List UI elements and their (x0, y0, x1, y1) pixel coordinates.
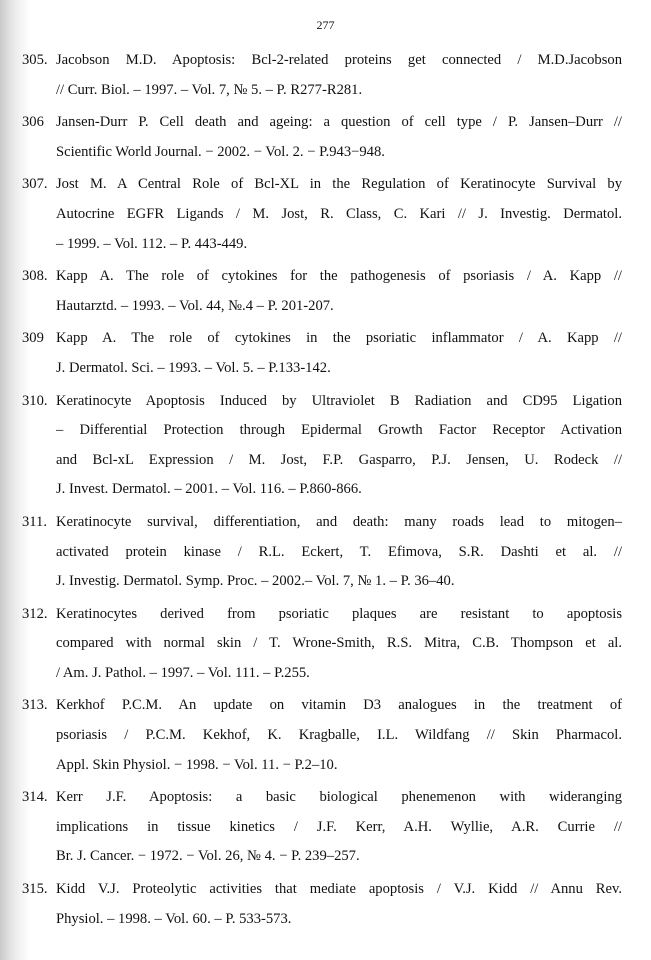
reference-line: Kerkhof P.C.M. An update on vitamin D3 analogues in the treatment of (56, 697, 622, 714)
reference-line: Keratinocyte Apoptosis Induced by Ultraviolet B Radiation and CD95 Ligation (56, 392, 622, 409)
reference-number: 313. (22, 697, 48, 714)
reference-line: Kerr J.F. Apoptosis: a basic biological phenemenon with wideranging (56, 789, 622, 806)
reference-line: Kapp A. The role of cytokines for the pathogenesis of psoriasis / A. Kapp // (56, 268, 622, 285)
reference-line: // Curr. Biol. – 1997. – Vol. 7, № 5. – P. R277-R281. (56, 81, 363, 98)
reference-list (22, 46, 622, 937)
reference-number: 308. (22, 268, 48, 285)
reference-number: 312. (22, 605, 48, 622)
reference-item (22, 108, 622, 167)
reference-item (22, 46, 622, 105)
reference-item (22, 324, 622, 383)
reference-line: Kapp A. The role of cytokines in the psoriatic inflammator / A. Kapp // (56, 330, 622, 347)
reference-line: / Am. J. Pathol. – 1997. – Vol. 111. – P.255. (56, 664, 310, 681)
reference-line: Autocrine EGFR Ligands / M. Jost, R. Class, C. Kari // J. Investig. Dermatol. (56, 205, 622, 222)
reference-number: 305. (22, 52, 48, 68)
reference-item (22, 387, 622, 505)
reference-item (22, 875, 622, 934)
reference-number: 315. (22, 881, 48, 898)
reference-item (22, 508, 622, 597)
reference-line: Keratinocyte survival, differentiation, and death: many roads lead to mitogen– (56, 513, 622, 530)
reference-line: Kidd V.J. Proteolytic activities that mediate apoptosis / V.J. Kidd // Annu Rev. (56, 881, 622, 898)
reference-number: 306 (22, 114, 44, 131)
reference-line: activated protein kinase / R.L. Eckert, T. Efimova, S.R. Dashti et al. // (56, 543, 622, 560)
reference-line: compared with normal skin / T. Wrone-Smith, R.S. Mitra, C.B. Thompson et al. (56, 635, 622, 652)
reference-item (22, 783, 622, 872)
reference-line: J. Invest. Dermatol. – 2001. – Vol. 116. – P.860-866. (56, 481, 362, 498)
reference-line: implications in tissue kinetics / J.F. Kerr, A.H. Wyllie, A.R. Currie // (56, 818, 622, 835)
reference-line: Appl. Skin Physiol. − 1998. − Vol. 11. − P.2–10. (56, 756, 338, 773)
reference-line: Br. J. Cancer. − 1972. − Vol. 26, № 4. − P. 239–257. (56, 848, 360, 865)
reference-line: – Differential Protection through Epidermal Growth Factor Receptor Activation (56, 422, 622, 439)
reference-item (22, 691, 622, 780)
reference-line: Physiol. – 1998. – Vol. 60. – P. 533-573. (56, 910, 292, 927)
reference-item (22, 600, 622, 689)
reference-number: 314. (22, 789, 48, 806)
reference-line: – 1999. – Vol. 112. – P. 443-449. (56, 235, 248, 252)
reference-number: 311. (22, 513, 47, 530)
reference-item (22, 170, 622, 259)
reference-number: 310. (22, 392, 48, 409)
reference-line: Keratinocytes derived from psoriatic plaques are resistant to apoptosis (56, 605, 622, 622)
reference-line: and Bcl-xL Expression / M. Jost, F.P. Gasparro, P.J. Jensen, U. Rodeck // (56, 451, 622, 468)
reference-line: J. Investig. Dermatol. Symp. Proc. – 2002.– Vol. 7, № 1. – P. 36–40. (56, 573, 455, 590)
reference-line: Hautarztd. – 1993. – Vol. 44, №.4 – P. 201-207. (56, 297, 334, 314)
reference-number: 309 (22, 330, 44, 347)
page-number: 277 (316, 18, 335, 32)
reference-line: psoriasis / P.C.M. Kekhof, K. Kragballe, I.L. Wildfang // Skin Pharmacol. (56, 727, 622, 744)
reference-number: 307. (22, 176, 48, 193)
reference-line: J. Dermatol. Sci. – 1993. – Vol. 5. – P.133-142. (56, 359, 331, 376)
reference-line: Jost M. A Central Role of Bcl-XL in the Regulation of Keratinocyte Survival by (56, 176, 622, 193)
reference-line: Scientific World Journal. − 2002. − Vol. 2. − P.943−948. (56, 143, 385, 160)
reference-line: Jacobson M.D. Apoptosis: Bcl-2-related proteins get connected / M.D.Jacobson (56, 52, 622, 68)
reference-line: Jansen-Durr P. Cell death and ageing: a question of cell type / P. Jansen–Durr // (56, 114, 622, 131)
reference-item (22, 262, 622, 321)
